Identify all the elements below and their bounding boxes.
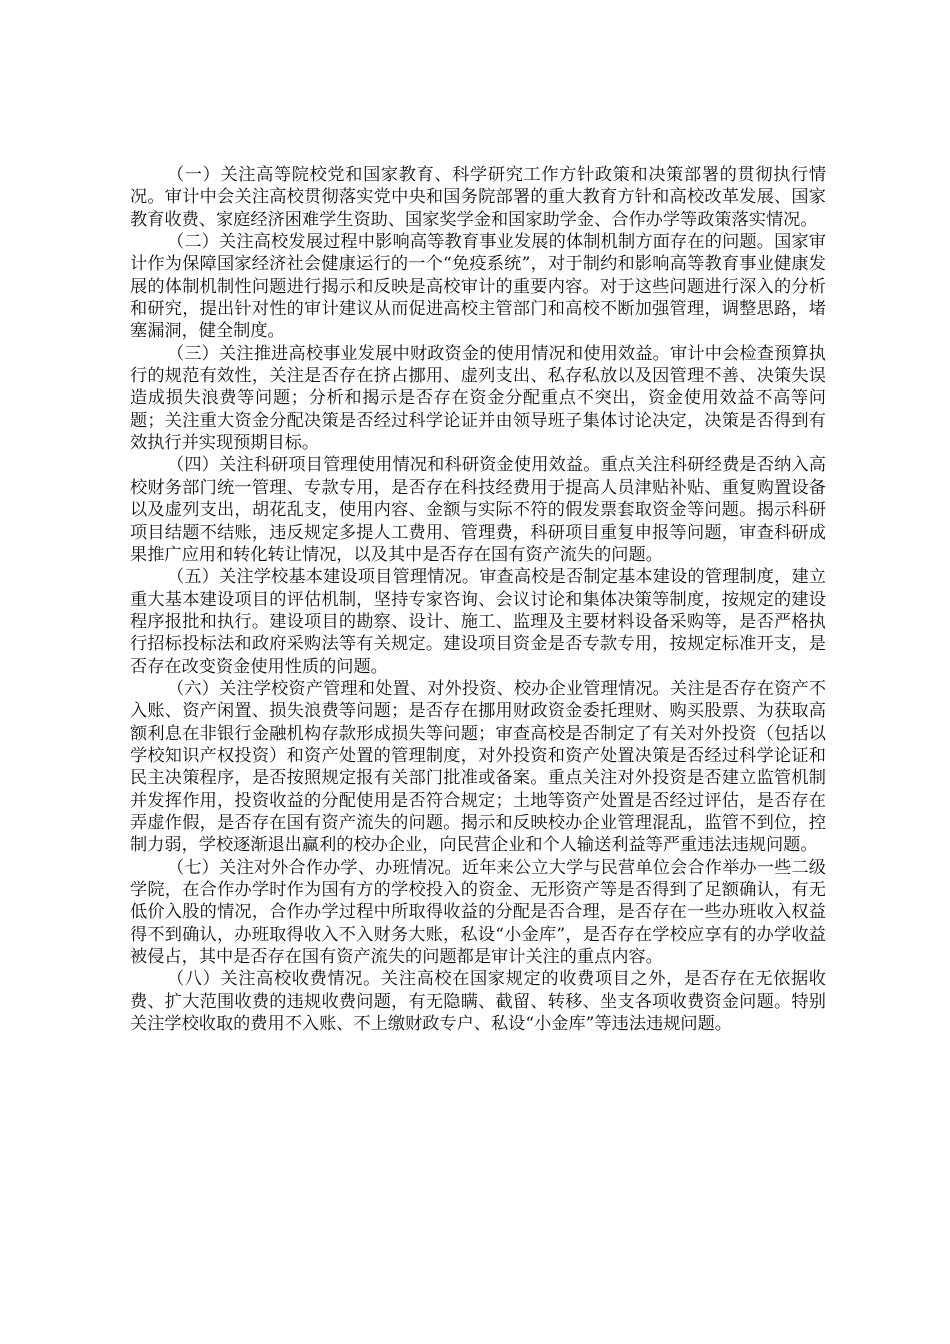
paragraph-3: （三）关注推进高校事业发展中财政资金的使用情况和使用效益。审计中会检查预算执行的规范有效性，关注是否存在挤占挪用、虚列支出、私存私放以及因管理不善、决策失误造成损失浪费等问题；分析和揭示是否存在资金分配重点不突出，资金使用效益不高等问题；关注重大资金分配决策是否经过科学论证并由领导班子集体讨论决定，决策是否得到有效执行并实现预期目标。 bbox=[130, 343, 826, 454]
paragraph-4: （四）关注科研项目管理使用情况和科研资金使用效益。重点关注科研经费是否纳入高校财务部门统一管理、专款专用，是否存在科技经费用于提高人员津贴补贴、重复购置设备以及虚列支出，胡花乱支，使用内容、金额与实际不符的假发票套取资金等问题。揭示科研项目结题不结账，违反规定多提人工费用、管理费，科研项目重复申报等问题，审查科研成果推广应用和转化转让情况，以及其中是否存在国有资产流失的问题。 bbox=[130, 455, 826, 565]
paragraph-5: （五）关注学校基本建设项目管理情况。审查高校是否制定基本建设的管理制度，建立重大基本建设项目的评估机制，坚持专家咨询、会议讨论和集体决策等制度，按规定的建设程序报批和执行。建设项目的勘察、设计、施工、监理及主要材料设备采购等，是否严格执行招标投标法和政府采购法等有关规定。建设项目资金是否专款专用，按规定标准开支，是否存在改变资金使用性质的问题。 bbox=[130, 567, 826, 677]
paragraph-1: （一）关注高等院校党和国家教育、科学研究工作方针政策和决策部署的贯彻执行情况。审计中会关注高校贯彻落实党中央和国务院部署的重大教育方针和高校改革发展、国家教育收费、家庭经济困难学生资助、国家奖学金和国家助学金、合作办学等政策落实情况。 bbox=[130, 165, 826, 230]
paragraph-7: （七）关注对外合作办学、办班情况。近年来公立大学与民营单位会合作举办一些二级学院，在合作办学时作为国有方的学校投入的资金、无形资产等是否得到了足额确认，有无低价入股的情况，合作办学过程中所取得收益的分配是否合理，是否存在一些办班收入权益得不到确认，办班取得收入不入财务大账，私设“小金库”，是否存在学校应享有的办学收益被侵占，其中是否存在国有资产流失的问题都是审计关注的重点内容。 bbox=[130, 857, 826, 968]
paragraph-2: （二）关注高校发展过程中影响高等教育事业发展的体制机制方面存在的问题。国家审计作为保障国家经济社会健康运行的一个“免疫系统”，对于制约和影响高等教育事业健康发展的体制机制性问题进行揭示和反映是高校审计的重要内容。对于这些问题进行深入的分析和研究，提出针对性的审计建议从而促进高校主管部门和高校不断加强管理，调整思路，堵塞漏洞，健全制度。 bbox=[130, 232, 826, 342]
paragraph-8: （八）关注高校收费情况。关注高校在国家规定的收费项目之外，是否存在无依据收费、扩大范围收费的违规收费问题，有无隐瞒、截留、转移、坐支各项收费资金问题。特别关注学校收取的费用不入账、不上缴财政专户、私设“小金库”等违法违规问题。 bbox=[130, 969, 826, 1035]
paragraph-6: （六）关注学校资产管理和处置、对外投资、校办企业管理情况。关注是否存在资产不入账、资产闲置、损失浪费等问题；是否存在挪用财政资金委托理财、购买股票、为获取高额利息在非银行金融机构存款形成损失等问题；审查高校是否制定了有关对外投资（包括以学校知识产权投资）和资产处置的管理制度，对外投资和资产处置决策是否经过科学论证和民主决策程序，是否按照规定报有关部门批准或备案。重点关注对外投资是否建立监管机制并发挥作用，投资收益的分配使用是否符合规定；土地等资产处置是否经过评估，是否存在弄虚作假，是否存在国有资产流失的问题。揭示和反映校办企业管理混乱，监管不到位，控制力弱，学校逐渐退出赢利的校办企业，向民营企业和个人输送利益等严重违法违规问题。 bbox=[130, 678, 826, 856]
document-body bbox=[130, 164, 826, 1035]
